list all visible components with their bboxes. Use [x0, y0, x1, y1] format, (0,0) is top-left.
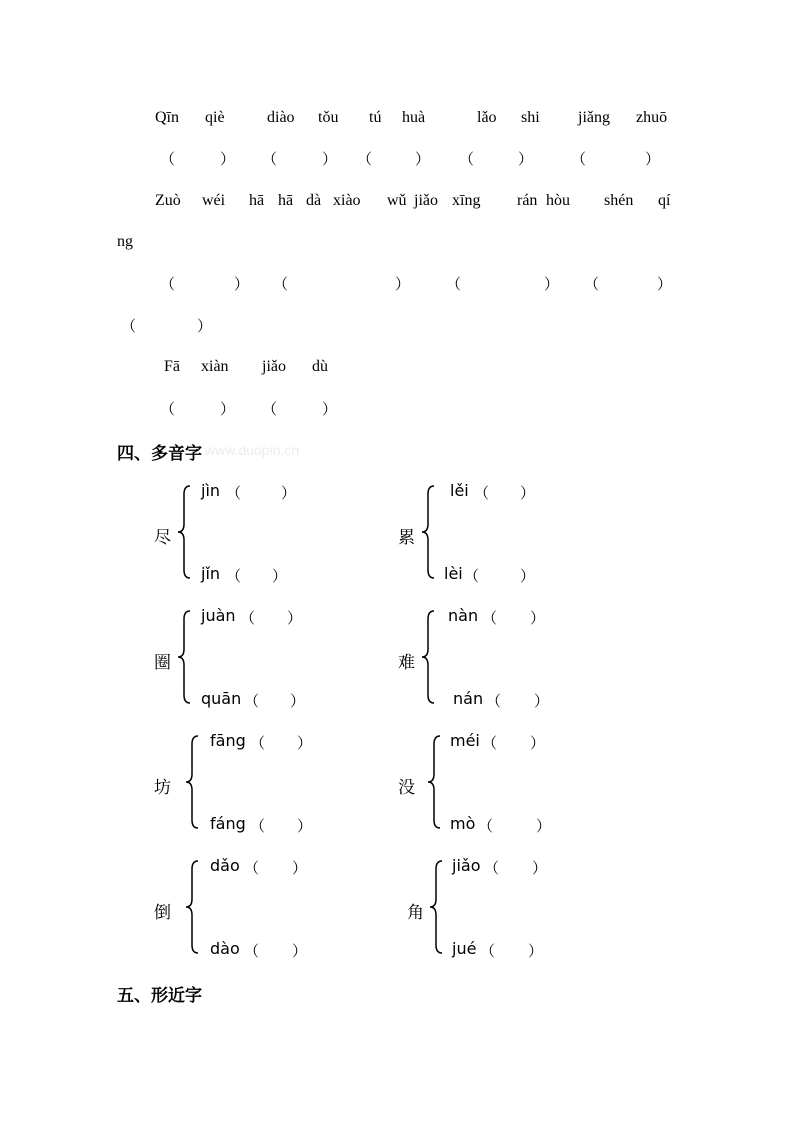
reading-bottom: jǐn	[201, 564, 221, 583]
reading-bottom: nán	[453, 689, 484, 708]
curly-brace-icon	[426, 734, 446, 830]
answer-paren-open: （	[250, 734, 266, 752]
pinyin-syllable: Zuò	[155, 192, 181, 209]
answer-paren-close: ）	[395, 275, 411, 293]
answer-paren-open: （	[262, 150, 278, 168]
pinyin-syllable: jiǎng	[578, 109, 610, 126]
answer-paren-open: （	[262, 400, 278, 418]
answer-paren-close: ）	[534, 692, 550, 710]
answer-paren-close: ）	[520, 567, 536, 585]
answer-paren-close: ）	[322, 400, 338, 418]
answer-paren-close: ）	[220, 150, 236, 168]
polyphone-character: 难	[398, 653, 415, 673]
pinyin-syllable: shén	[604, 192, 634, 209]
answer-paren-open: （	[482, 609, 498, 627]
pinyin-syllable: qiè	[205, 109, 225, 126]
answer-paren-close: ）	[530, 734, 546, 752]
pinyin-syllable: qí	[658, 192, 671, 209]
answer-paren-open: （	[480, 942, 496, 960]
answer-paren-close: ）	[234, 275, 250, 293]
answer-paren-close: ）	[536, 817, 552, 835]
pinyin-syllable: rán	[517, 192, 538, 209]
answer-paren-open: （	[226, 484, 242, 502]
pinyin-syllable-wrap: ng	[117, 233, 133, 250]
pinyin-syllable: xiào	[333, 192, 361, 209]
answer-paren-close: ）	[520, 484, 536, 502]
answer-paren-close: ）	[292, 942, 308, 960]
answer-paren-open: （	[478, 817, 494, 835]
answer-paren-open: （	[484, 859, 500, 877]
answer-paren-close: ）	[292, 859, 308, 877]
reading-top: nàn	[448, 606, 479, 625]
reading-top: juàn	[201, 606, 236, 625]
reading-bottom: dào	[210, 939, 240, 958]
answer-paren-open: （	[244, 859, 260, 877]
pinyin-syllable: dù	[312, 358, 328, 375]
answer-paren-close: ）	[220, 400, 236, 418]
pinyin-syllable: huà	[402, 109, 426, 126]
answer-paren-open: （	[584, 275, 600, 293]
reading-top: fāng	[210, 731, 246, 750]
pinyin-syllable: wǔ	[387, 192, 407, 209]
curly-brace-icon	[420, 484, 440, 580]
answer-paren-open: （	[226, 567, 242, 585]
answer-paren-close: ）	[272, 567, 288, 585]
answer-paren-open: （	[459, 150, 475, 168]
pinyin-syllable: Fā	[164, 358, 180, 375]
watermark: www.duopin.cn	[205, 442, 300, 458]
curly-brace-icon	[176, 484, 196, 580]
polyphone-character: 尽	[154, 528, 171, 548]
pinyin-syllable: tǒu	[318, 109, 339, 126]
answer-paren-open: （	[482, 734, 498, 752]
answer-paren-close: ）	[197, 317, 213, 335]
polyphone-character: 累	[398, 528, 415, 548]
pinyin-syllable: diào	[267, 109, 295, 126]
reading-bottom: fáng	[210, 814, 246, 833]
answer-paren-open: （	[474, 484, 490, 502]
reading-bottom: quān	[201, 689, 242, 708]
answer-paren-close: ）	[645, 150, 661, 168]
polyphone-character: 坊	[154, 778, 171, 798]
answer-paren-close: ）	[657, 275, 673, 293]
pinyin-syllable: tú	[369, 109, 382, 126]
answer-paren-open: （	[571, 150, 587, 168]
answer-paren-open: （	[160, 400, 176, 418]
curly-brace-icon	[184, 859, 204, 955]
reading-top: méi	[450, 731, 480, 750]
answer-paren-close: ）	[528, 942, 544, 960]
answer-paren-close: ）	[518, 150, 534, 168]
answer-paren-open: （	[244, 692, 260, 710]
pinyin-syllable: jiǎo	[414, 192, 438, 209]
answer-paren-open: （	[240, 609, 256, 627]
pinyin-syllable: hā	[249, 192, 265, 209]
reading-top: dǎo	[210, 856, 240, 875]
reading-bottom: lèi	[444, 564, 463, 583]
pinyin-syllable: shi	[521, 109, 540, 126]
answer-paren-close: ）	[297, 734, 313, 752]
answer-paren-open: （	[464, 567, 480, 585]
pinyin-syllable: xiàn	[201, 358, 229, 375]
answer-paren-open: （	[160, 275, 176, 293]
pinyin-syllable: Qīn	[155, 109, 179, 126]
answer-paren-open: （	[446, 275, 462, 293]
pinyin-syllable: lǎo	[477, 109, 497, 126]
pinyin-syllable: zhuō	[636, 109, 668, 126]
answer-paren-close: ）	[530, 609, 546, 627]
answer-paren-open: （	[250, 817, 266, 835]
pinyin-syllable: xīng	[452, 192, 481, 209]
polyphone-character: 圈	[154, 653, 171, 673]
curly-brace-icon	[184, 734, 204, 830]
curly-brace-icon	[176, 609, 196, 705]
pinyin-syllable: hā	[278, 192, 294, 209]
answer-paren-open: （	[273, 275, 289, 293]
answer-paren-close: ）	[287, 609, 303, 627]
pinyin-syllable: hòu	[546, 192, 570, 209]
answer-paren-close: ）	[281, 484, 297, 502]
pinyin-syllable: wéi	[202, 192, 226, 209]
reading-top: jìn	[201, 481, 221, 500]
answer-paren-open: （	[121, 317, 137, 335]
answer-paren-close: ）	[297, 817, 313, 835]
answer-paren-open: （	[244, 942, 260, 960]
answer-paren-close: ）	[290, 692, 306, 710]
polyphone-character: 没	[398, 778, 415, 798]
curly-brace-icon	[420, 609, 440, 705]
reading-top: jiǎo	[452, 856, 481, 875]
answer-paren-close: ）	[415, 150, 431, 168]
pinyin-syllable: jiǎo	[262, 358, 286, 375]
answer-paren-close: ）	[322, 150, 338, 168]
answer-paren-close: ）	[532, 859, 548, 877]
section-heading-polyphones: 四、多音字	[117, 444, 202, 464]
reading-top: lěi	[450, 481, 469, 500]
reading-bottom: mò	[450, 814, 476, 833]
answer-paren-open: （	[160, 150, 176, 168]
answer-paren-open: （	[357, 150, 373, 168]
pinyin-syllable: dà	[306, 192, 322, 209]
answer-paren-open: （	[486, 692, 502, 710]
reading-bottom: jué	[452, 939, 477, 958]
answer-paren-close: ）	[544, 275, 560, 293]
curly-brace-icon	[428, 859, 448, 955]
polyphone-character: 倒	[154, 903, 171, 923]
section-heading-similar-characters: 五、形近字	[117, 986, 202, 1006]
polyphone-character: 角	[407, 903, 424, 923]
